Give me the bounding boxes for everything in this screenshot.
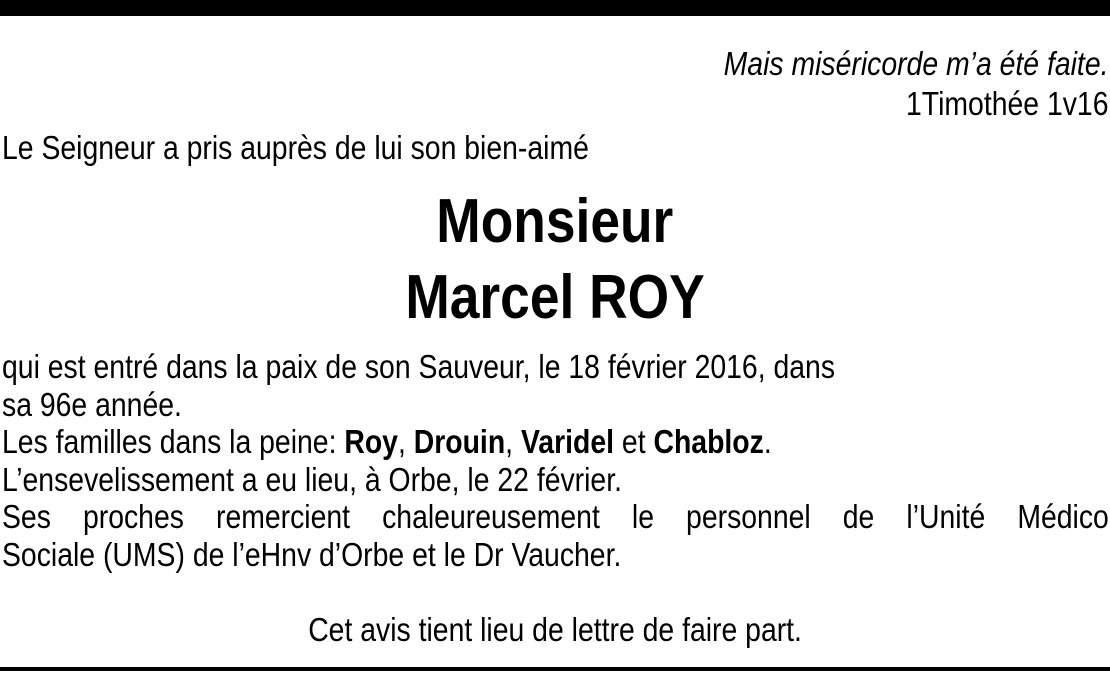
epigraph-reference: 1Timothée 1v16 bbox=[905, 85, 1108, 122]
intro-text: Le Seigneur a pris auprès de lui son bien-aimé bbox=[2, 129, 589, 166]
closing-note bbox=[0, 610, 1110, 650]
thanks-line-1: Ses proches remercient chaleureusement le personnel de l’Unité Médico bbox=[2, 498, 1109, 535]
family-name: Roy bbox=[344, 423, 398, 460]
separator: . bbox=[763, 423, 772, 460]
bottom-border-rule bbox=[0, 667, 1110, 671]
closing-text: Cet avis tient lieu de lettre de faire part. bbox=[308, 611, 802, 648]
families-prefix: Les familles dans la peine: bbox=[2, 423, 345, 460]
deceased-name bbox=[0, 184, 1110, 336]
separator: , bbox=[505, 423, 521, 460]
family-name: Chabloz bbox=[653, 423, 764, 460]
burial-line: L’ensevelissement a eu lieu, à Orbe, le 22 février. bbox=[2, 460, 622, 498]
thanks-line-2: Sociale (UMS) de l’eHnv d’Orbe et le Dr Vaucher. bbox=[2, 535, 622, 573]
name-title: Monsieur bbox=[436, 187, 674, 256]
families-line bbox=[2, 423, 1110, 461]
separator: , bbox=[397, 423, 414, 460]
name-full: Marcel ROY bbox=[405, 263, 705, 332]
death-line-2: sa 96e année. bbox=[2, 385, 182, 423]
epigraph-quote: Mais miséricorde m’a été faite. bbox=[723, 45, 1108, 82]
family-name: Drouin bbox=[413, 423, 506, 460]
family-name: Varidel bbox=[520, 423, 615, 460]
epigraph bbox=[723, 44, 1108, 124]
notice-body bbox=[2, 348, 1110, 573]
death-line-1: qui est entré dans la paix de son Sauveur, le 18 février 2016, dans bbox=[2, 348, 836, 385]
separator: et bbox=[614, 423, 654, 460]
top-border-rule bbox=[0, 0, 1110, 16]
